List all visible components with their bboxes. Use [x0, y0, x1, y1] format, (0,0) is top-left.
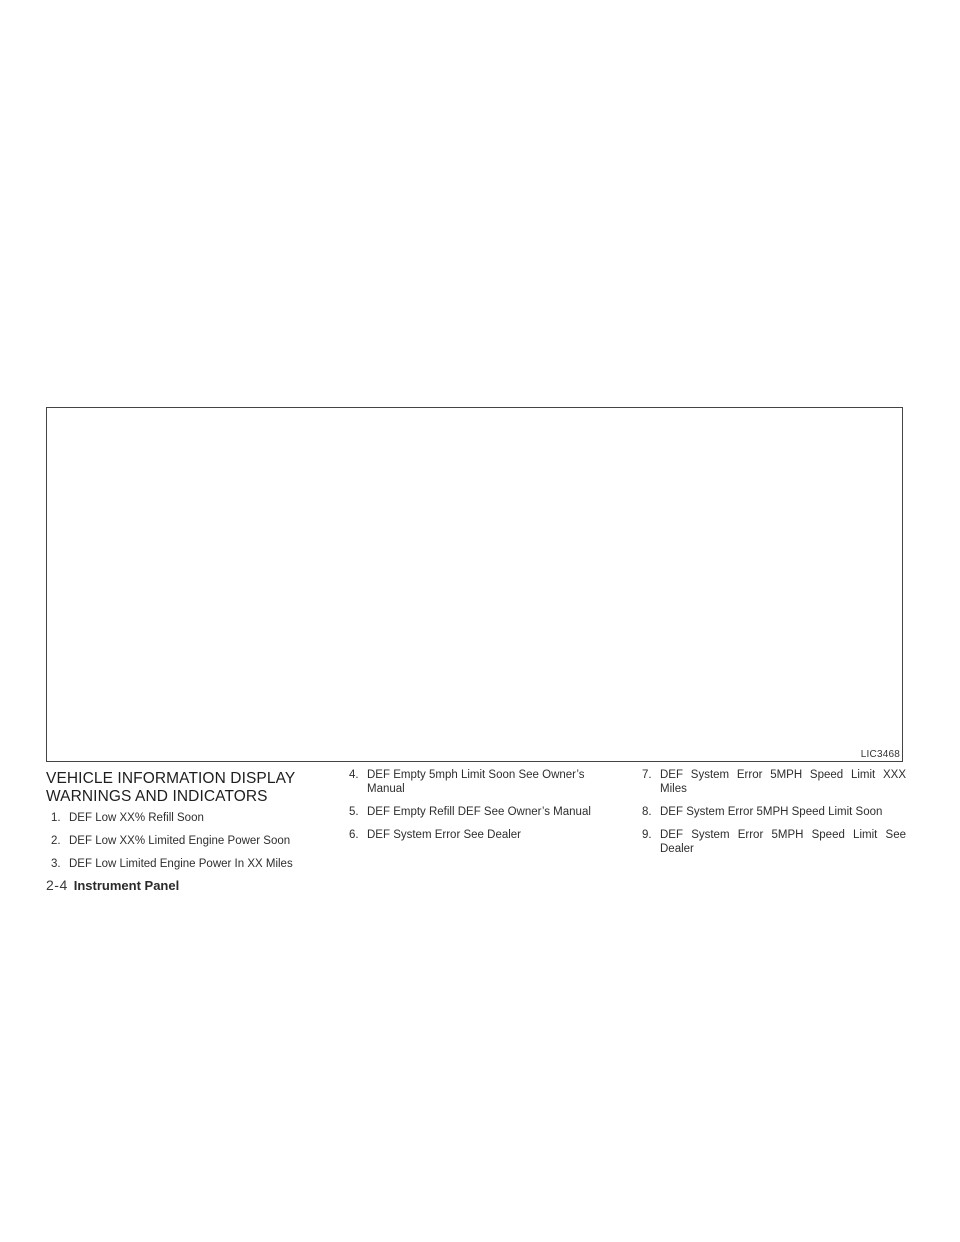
list-item [46, 811, 322, 825]
list-item [642, 768, 906, 796]
item-text: DEF Low XX% Refill Soon [69, 812, 204, 824]
column-1 [46, 768, 322, 880]
list-item [642, 805, 906, 819]
section-title-line-1: VEHICLE INFORMATION DISPLAY [46, 770, 296, 787]
item-text: DEF System Error See Dealer [367, 829, 522, 841]
warning-list-part-1 [46, 811, 322, 871]
item-text: DEF Empty Refill DEF See Owner’s Manual [367, 806, 591, 818]
list-item [46, 857, 322, 871]
footer-section-name: Instrument Panel [73, 878, 180, 893]
item-number: 4. [349, 769, 359, 781]
item-number: 2. [51, 835, 61, 847]
item-text: DEF System Error 5MPH Speed Limit Soon [660, 806, 883, 818]
item-number: 6. [349, 829, 359, 841]
list-item [349, 768, 613, 796]
item-text: DEF Empty 5mph Limit Soon See Owner’s Manual [367, 769, 585, 795]
item-number: 3. [51, 858, 61, 870]
item-number: 5. [349, 806, 359, 818]
item-number: 8. [642, 806, 652, 818]
warning-list-part-3 [642, 768, 906, 856]
item-number: 1. [51, 812, 61, 824]
section-title-line-2: WARNINGS AND INDICATORS [46, 788, 268, 805]
item-text: DEF System Error 5MPH Speed Limit See Dealer [660, 829, 906, 855]
item-number: 9. [642, 829, 652, 841]
list-item [642, 828, 906, 856]
list-item [46, 834, 322, 848]
figure-illustration [46, 407, 903, 762]
list-item [349, 805, 613, 819]
warning-list-part-2 [349, 768, 613, 842]
page-footer [46, 877, 179, 893]
section-title [46, 770, 322, 806]
item-text: DEF Low Limited Engine Power In XX Miles [69, 858, 293, 870]
item-number: 7. [642, 769, 652, 781]
item-text: DEF Low XX% Limited Engine Power Soon [69, 835, 291, 847]
item-text: DEF System Error 5MPH Speed Limit XXX Miles [660, 769, 906, 795]
list-item [349, 828, 613, 842]
figure-code: LIC3468 [860, 749, 900, 760]
column-3 [642, 768, 906, 865]
page-number: 2-4 [46, 877, 68, 893]
column-2 [349, 768, 613, 851]
